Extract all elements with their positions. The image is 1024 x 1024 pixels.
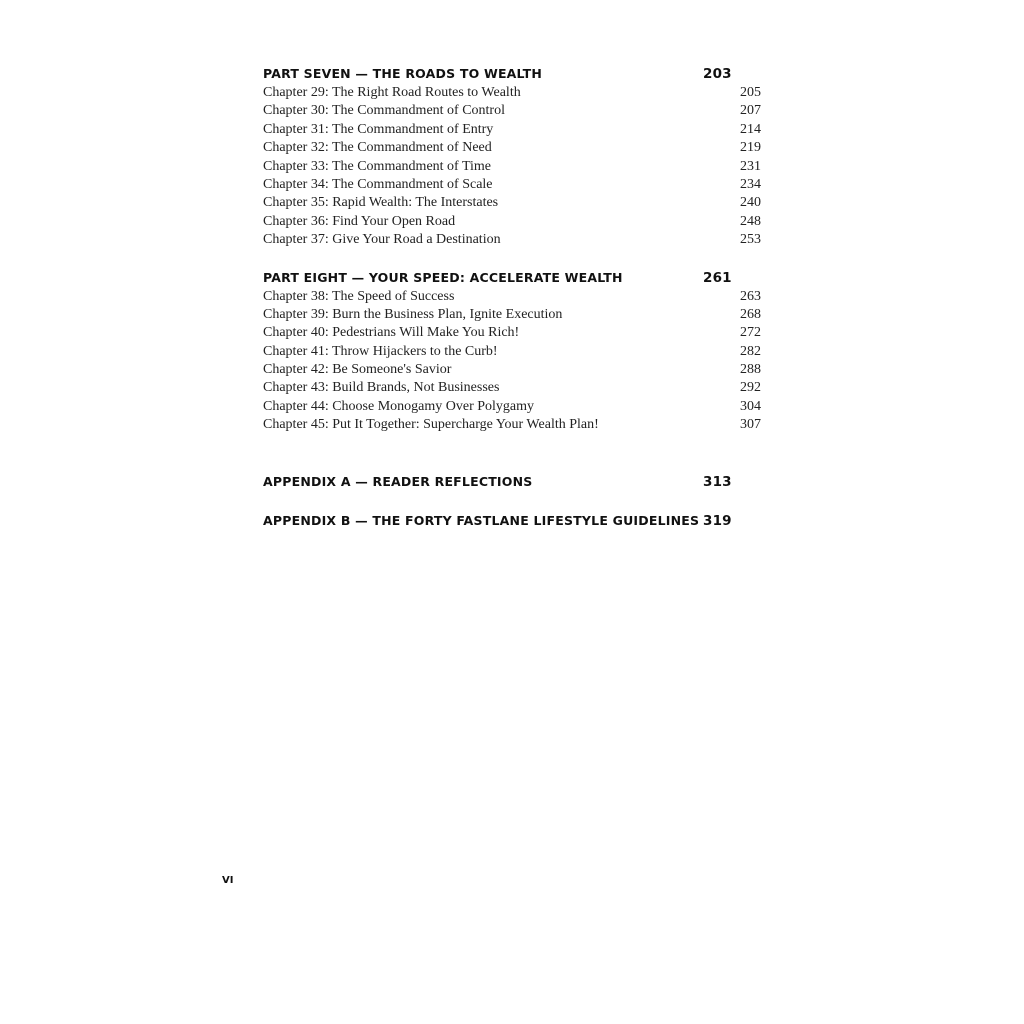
chapter-title: Chapter 44: Choose Monogamy Over Polygamy	[263, 398, 535, 414]
appendix-title: APPENDIX B — THE FORTY FASTLANE LIFESTYLE GUIDELINES	[263, 512, 700, 528]
chapter-title: Chapter 32: The Commandment of Need	[263, 140, 492, 156]
chapter-entry	[263, 362, 763, 380]
part-title: PART SEVEN — THE ROADS TO WEALTH	[263, 66, 543, 81]
chapter-page-number: 248	[740, 213, 761, 229]
part-heading	[263, 270, 763, 289]
chapter-title: Chapter 33: The Commandment of Time	[263, 158, 492, 174]
chapter-page-number: 234	[740, 176, 761, 192]
part-title: PART EIGHT — YOUR SPEED: ACCELERATE WEALTH	[263, 269, 623, 285]
chapter-page-number: 307	[740, 417, 761, 433]
chapter-page-number: 240	[740, 195, 761, 211]
chapter-title: Chapter 38: The Speed of Success	[263, 288, 455, 304]
chapter-entry	[263, 159, 763, 177]
chapter-title: Chapter 40: Pedestrians Will Make You Rich!	[263, 325, 520, 341]
page-folio: VI	[222, 875, 234, 886]
chapter-entry	[263, 380, 763, 398]
appendix-title: APPENDIX A — READER REFLECTIONS	[263, 473, 533, 489]
chapter-page-number: 263	[740, 288, 761, 304]
chapter-page-number: 304	[740, 398, 761, 414]
chapter-title: Chapter 30: The Commandment of Control	[263, 103, 505, 119]
chapter-entry	[263, 289, 763, 307]
part-seven-block	[263, 66, 763, 251]
chapter-title: Chapter 43: Build Brands, Not Businesses	[263, 380, 500, 396]
chapter-entry	[263, 122, 763, 140]
chapter-title: Chapter 31: The Commandment of Entry	[263, 121, 494, 137]
chapter-title: Chapter 45: Put It Together: Supercharge Your Wealth Plan!	[263, 417, 599, 433]
chapter-title: Chapter 34: The Commandment of Scale	[263, 176, 493, 192]
appendix-page-number: 319	[703, 512, 732, 529]
chapter-page-number: 207	[740, 103, 761, 119]
chapter-page-number: 253	[740, 232, 761, 248]
chapter-entry	[263, 417, 763, 435]
chapter-page-number: 268	[740, 306, 761, 322]
chapter-page-number: 219	[740, 140, 761, 156]
chapter-title: Chapter 37: Give Your Road a Destination	[263, 232, 501, 248]
chapter-title: Chapter 35: Rapid Wealth: The Interstates	[263, 195, 499, 211]
chapter-entry	[263, 85, 763, 103]
chapter-entry	[263, 140, 763, 158]
chapter-title: Chapter 41: Throw Hijackers to the Curb!	[263, 343, 498, 359]
table-of-contents	[263, 66, 763, 533]
chapter-entry	[263, 399, 763, 417]
part-heading	[263, 66, 763, 85]
chapter-entry	[263, 177, 763, 195]
part-page-number: 203	[703, 66, 732, 82]
appendix-entry	[263, 474, 763, 494]
chapter-entry	[263, 307, 763, 325]
chapter-entry	[263, 103, 763, 121]
part-page-number: 261	[703, 269, 732, 286]
chapter-page-number: 205	[740, 85, 761, 100]
chapter-page-number: 214	[740, 121, 761, 137]
appendix-entry	[263, 513, 763, 533]
chapter-entry	[263, 232, 763, 250]
chapter-entry	[263, 325, 763, 343]
part-eight-block	[263, 270, 763, 436]
chapter-title: Chapter 29: The Right Road Routes to Wealth	[263, 85, 521, 100]
chapter-page-number: 272	[740, 325, 761, 341]
chapter-page-number: 288	[740, 362, 761, 378]
chapter-title: Chapter 39: Burn the Business Plan, Ignite Execution	[263, 306, 563, 322]
chapter-entry	[263, 214, 763, 232]
chapter-page-number: 231	[740, 158, 761, 174]
chapter-entry	[263, 344, 763, 362]
chapter-page-number: 282	[740, 343, 761, 359]
chapter-title: Chapter 42: Be Someone's Savior	[263, 362, 452, 378]
chapter-page-number: 292	[740, 380, 761, 396]
chapter-title: Chapter 36: Find Your Open Road	[263, 213, 456, 229]
chapter-entry	[263, 195, 763, 213]
appendix-page-number: 313	[703, 473, 732, 490]
